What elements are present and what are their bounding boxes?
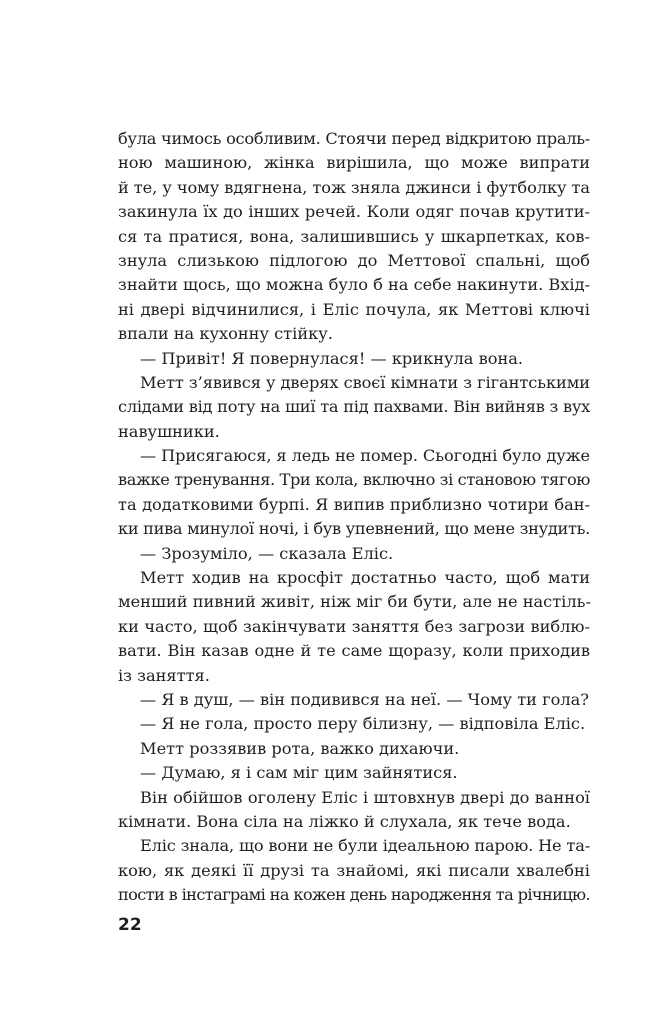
- text-line: ся та пратися, вона, залишившись у шкарпетках, ков-: [118, 226, 590, 246]
- text-line: ки часто, щоб закінчувати заняття без загрози виблю-: [118, 616, 590, 636]
- text-line: Еліс знала, що вони не були ідеальною парою. Не та-: [140, 836, 590, 856]
- text-line: пости в інстаграмі на кожен день народження та річницю.: [118, 885, 590, 905]
- text-line: ні двері відчинилися, і Еліс почула, як Меттові ключі: [118, 299, 590, 319]
- text-line: була чимось особливим. Стоячи перед відкритою праль-: [118, 129, 590, 148]
- text-line: кімнати. Вона сіла на ліжко й слухала, як тече вода.: [118, 811, 571, 831]
- text-line: ки пива минулої ночі, і був упевнений, що мене знудить.: [118, 519, 591, 539]
- text-line: — Привіт! Я повернулася! — крикнула вона.: [140, 348, 524, 368]
- page-number: 22: [118, 915, 142, 935]
- text-line: кою, як деякі її друзі та знайомі, які писали хвалебні: [118, 860, 590, 880]
- text-line: — Думаю, я і сам міг цим зайнятися.: [140, 763, 458, 783]
- text-line: Метт з’явився у дверях своєї кімнати з гігантськими: [140, 372, 591, 392]
- text-line: впали на кухонну стійку.: [118, 324, 333, 344]
- text-line: — Я не гола, просто перу білизну, — відповіла Еліс.: [140, 714, 586, 734]
- body-text: [118, 127, 590, 908]
- text-line: із заняття.: [118, 665, 210, 685]
- text-line: важке тренування. Три кола, включно зі становою тягою: [118, 470, 590, 490]
- text-line: навушники.: [118, 421, 220, 441]
- text-line: закинула їх до інших речей. Коли одяг почав крутити-: [118, 202, 590, 222]
- text-line: й те, у чому вдягнена, тож зняла джинси і футболку та: [118, 177, 590, 197]
- text-line: — Я в душ, — він подивився на неї. — Чому ти гола?: [140, 689, 589, 709]
- text-line: Метт ходив на кросфіт достатньо часто, щоб мати: [140, 568, 590, 588]
- text-line: та додатковими бурпі. Я випив приблизно чотири бан-: [118, 494, 590, 514]
- text-line: менший пивний живіт, ніж міг би бути, але не настіль-: [118, 592, 591, 612]
- text-line: ною машиною, жінка вирішила, що може випрати: [118, 153, 590, 173]
- text-line: — Зрозуміло, — сказала Еліс.: [140, 543, 394, 563]
- text-line: вати. Він казав одне й те саме щоразу, коли приходив: [118, 641, 590, 661]
- text-line: знайти щось, що можна було б на себе накинути. Вхід-: [118, 275, 591, 295]
- text-line: знула слизькою підлогою до Меттової спальні, щоб: [118, 250, 590, 270]
- text-line: — Присягаюся, я ледь не помер. Сьогодні було дуже: [140, 446, 590, 466]
- text-line: слідами від поту на шиї та під пахвами. Він вийняв з вух: [118, 397, 591, 417]
- text-line: Він обійшов оголену Еліс і штовхнув двері до ванної: [140, 787, 590, 807]
- text-line: Метт роззявив рота, важко дихаючи.: [140, 738, 460, 758]
